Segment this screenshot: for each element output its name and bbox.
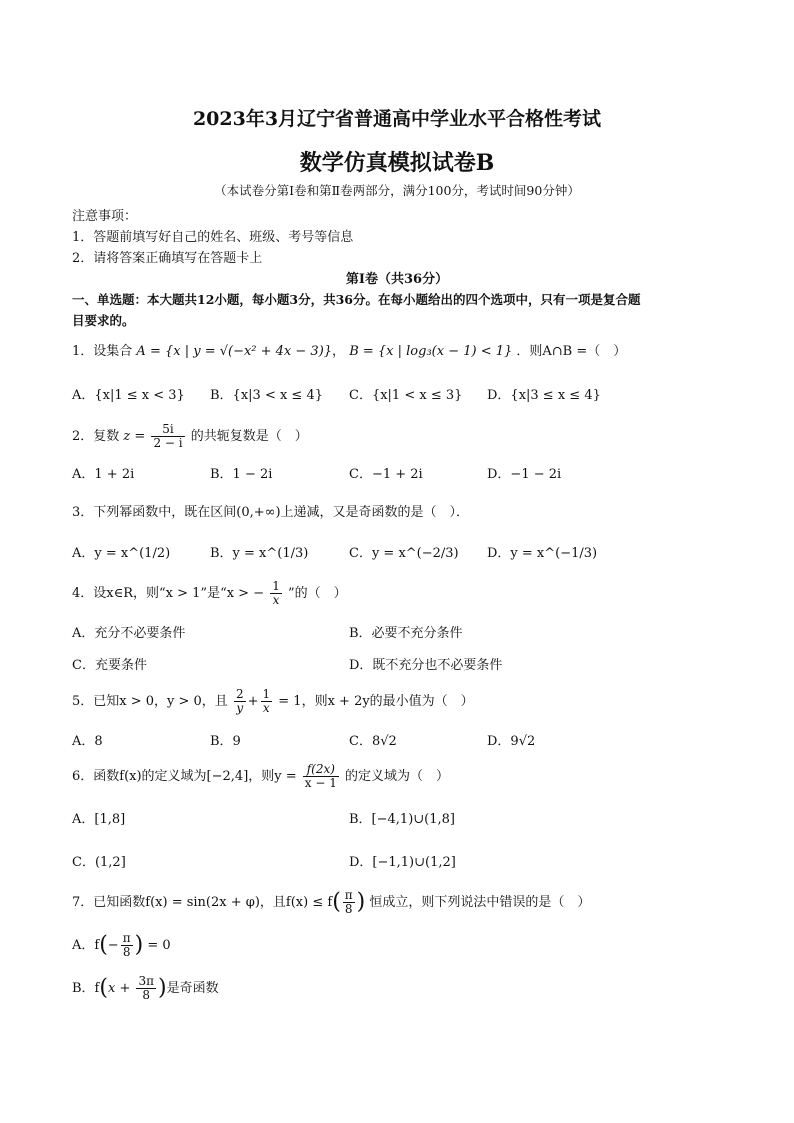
q7-optB-fraction: [136, 975, 156, 1002]
q6-num: f(2x): [303, 763, 339, 777]
exam-title: 2023年3月辽宁省普通高中学业水平合格性考试: [192, 108, 602, 130]
q5-option-c[interactable]: C．8√2: [349, 734, 397, 749]
q7-optA-rparen: ): [134, 932, 144, 958]
q5-option-d[interactable]: D．9√2: [487, 734, 536, 749]
q6-option-a[interactable]: A．[1,8]: [72, 812, 126, 827]
exam-note: （本试卷分第Ⅰ卷和第Ⅱ卷两部分，满分100分，考试时间90分钟）: [214, 183, 580, 198]
q4-den: x: [272, 593, 280, 607]
q7-prefix: 7．已知函数f(x) = sin(2x + φ)，且f(x) ≤ f: [72, 895, 333, 910]
q7-den: 8: [344, 902, 353, 916]
question-3: 3．下列幂函数中，既在区间(0,+∞)上递减，又是奇函数的是（ ）．: [72, 505, 470, 520]
q7-optB-rparen: ): [158, 975, 167, 1001]
q2-option-b[interactable]: B．1 − 2i: [210, 467, 273, 482]
q7-optB-den: 8: [142, 988, 151, 1002]
q4-prefix: 4．设x∈R，则“x > 1”是“x > −: [72, 586, 265, 601]
question-1: 1．设集合 A = {x | y = √(−x² + 4x − 3)}， B = {x | log₃(x − 1) < 1} ．则A∩B =（ ）: [72, 344, 627, 359]
q7-rparen: ): [356, 889, 366, 915]
q5-fraction-2: [261, 688, 273, 715]
q2-option-c[interactable]: C．−1 + 2i: [349, 467, 423, 482]
q7-optA-fraction: [121, 932, 133, 959]
q2-num: 5i: [151, 423, 184, 437]
q1-option-d[interactable]: D．{x|3 ≤ x ≤ 4}: [487, 388, 601, 403]
q4-option-d[interactable]: D．既不充分也不必要条件: [349, 658, 503, 673]
q7-option-a[interactable]: A．f(− $\frac{\pi}{8}$ ) = 0: [72, 931, 171, 959]
q7-option-b[interactable]: B．f(x + $\frac{3\pi}{8}$ )是奇函数: [72, 974, 219, 1002]
q5-f2-den: x: [262, 701, 270, 715]
q2-tail: 的共轭复数是（ ）: [190, 429, 308, 444]
q1-prefix: 1．设集合: [72, 344, 133, 359]
q6-fraction: [303, 763, 339, 790]
q3-option-b[interactable]: B．y = x^(1/3): [210, 546, 309, 561]
part1-instructions-2: 目要求的。: [72, 313, 135, 328]
q6-tail: 的定义域为（ ）: [345, 769, 450, 784]
q5-option-a[interactable]: A．8: [72, 734, 103, 749]
q7-optA-tail: = 0: [147, 938, 171, 953]
question-7: [72, 889, 590, 916]
q7-optA-lparen: (: [99, 932, 108, 958]
q1-tail: ．则A∩B =（ ）: [516, 344, 627, 359]
q3-option-d[interactable]: D．y = x^(−1/3): [487, 546, 598, 561]
exam-subtitle: 数学仿真模拟试卷B: [299, 150, 495, 176]
q2-option-d[interactable]: D．−1 − 2i: [487, 467, 562, 482]
q7-optA-den: 8: [122, 945, 131, 959]
q2-den: 2 − i: [153, 436, 183, 450]
notice-item-2: 2．请将答案正确填写在答题卡上: [72, 251, 263, 266]
q6-prefix: 6．函数f(x)的定义域为[−2,4]，则y =: [72, 769, 297, 784]
q4-option-b[interactable]: B．必要不充分条件: [349, 626, 463, 641]
question-6: [72, 763, 449, 790]
part1-title: 第Ⅰ卷（共36分）: [345, 272, 449, 287]
q5-f1-den: y: [236, 701, 244, 715]
notice-item-1: 1．答题前填写好自己的姓名、班级、考号等信息: [72, 230, 354, 245]
q4-option-a[interactable]: A．充分不必要条件: [72, 626, 186, 641]
q5-f2-num: 1: [262, 687, 271, 701]
q4-num: 1: [272, 579, 280, 593]
q3-option-c[interactable]: C．y = x^(−2/3): [349, 546, 459, 561]
q5-f1-num: 2: [235, 687, 244, 701]
q1-set-a: A = {x | y = √(−x² + 4x − 3)}: [136, 344, 333, 359]
q7-optB-lparen: (: [99, 975, 108, 1001]
part1-instructions-1: 一、单选题：本大题共12小题，每小题3分，共36分。在每小题给出的四个选项中，只有一项是复合题: [72, 292, 641, 307]
q7-tail: 恒成立，则下列说法中错误的是（ ）: [369, 895, 591, 910]
q5-option-b[interactable]: B．9: [210, 734, 241, 749]
q6-option-b[interactable]: B．[−4,1)∪(1,8]: [349, 812, 455, 827]
q7-optB-tail: 是奇函数: [166, 981, 219, 996]
q1-option-b[interactable]: B．{x|3 < x ≤ 4}: [210, 388, 323, 403]
q4-tail: ”的（ ）: [288, 586, 347, 601]
q7-num: π: [344, 888, 353, 902]
q1-set-b: B = {x | log₃(x − 1) < 1}: [349, 344, 513, 359]
q5-prefix: 5．已知x > 0，y > 0，且: [72, 694, 228, 709]
q6-den: x − 1: [304, 776, 337, 790]
q7-optA-prefix: A．f: [72, 938, 100, 953]
q1-option-a[interactable]: A．{x|1 ≤ x < 3}: [72, 388, 185, 403]
q2-fraction: [151, 423, 184, 450]
q7-optA-num: π: [122, 931, 131, 945]
q7-optB-num: 3π: [138, 974, 155, 988]
question-2: [72, 423, 308, 450]
q4-option-c[interactable]: C．充要条件: [72, 658, 147, 673]
q2-z: z =: [123, 429, 146, 444]
q7-lparen: (: [332, 889, 341, 915]
q6-option-d[interactable]: D．[−1,1)∪(1,2]: [349, 855, 456, 870]
q5-plus: +: [247, 694, 259, 709]
q7-fraction: [343, 889, 355, 916]
q7-optB-prefix: B．f: [72, 981, 100, 996]
q2-prefix: 2．复数: [72, 429, 120, 444]
q5-tail: = 1，则x + 2y的最小值为（ ）: [278, 694, 474, 709]
q1-option-c[interactable]: C．{x|1 < x ≤ 3}: [349, 388, 463, 403]
question-5: [72, 688, 474, 715]
notice-label: 注意事项：: [72, 209, 138, 224]
q2-option-a[interactable]: A．1 + 2i: [72, 467, 135, 482]
q4-fraction: [270, 580, 282, 607]
q6-option-c[interactable]: C．(1,2]: [72, 855, 126, 870]
q5-fraction-1: [234, 688, 246, 715]
question-4: [72, 580, 347, 607]
q3-option-a[interactable]: A．y = x^(1/2): [72, 546, 171, 561]
